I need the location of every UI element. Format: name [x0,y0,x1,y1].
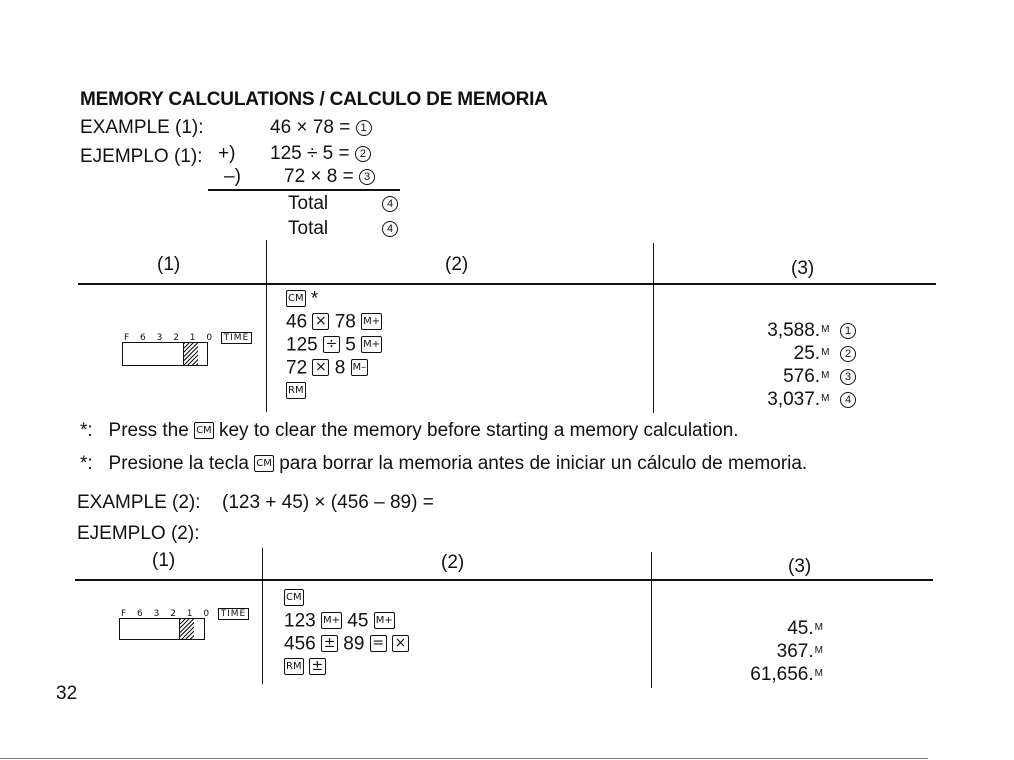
m-minus-key-icon: M– [351,359,369,376]
ref-circle: 3 [359,169,375,185]
total-es: Total [288,218,329,239]
result-value: 367. [776,641,814,662]
table2-header-rule [75,579,933,581]
eq-row-3-op: –) [224,166,241,187]
table1-col-divider-1 [266,240,267,412]
note-es: *: Presione la tecla CM para borrar la memoria antes de iniciar un cálculo de memoria. [80,453,808,474]
number-entry: * [305,288,319,310]
ref-circle: 4 [840,392,856,408]
switch-labels: F 6 3 2 1 0 TIME [121,603,249,621]
number-entry: 89 [337,633,370,655]
col-header-2: (2) [441,552,465,573]
sign-change-key-icon: ± [321,635,338,652]
cm-key-icon: CM [284,589,304,606]
total-ref-1: 4 [382,193,398,215]
key-sequence-line [284,586,409,609]
key-sequence-line [286,310,382,333]
ref-circle: 2 [840,346,856,362]
key-sequence-line [286,379,382,402]
divide-key-icon: ÷ [323,336,340,353]
equals-key-icon: = [370,635,387,652]
eq-row-2-op: +) [218,143,236,164]
key-sequence-line [284,655,409,678]
cm-key-icon: CM [254,455,274,472]
example2-label-en: EXAMPLE (2): [77,492,201,513]
page-title: MEMORY CALCULATIONS / CALCULO DE MEMORIA [80,89,548,110]
total-ref-2: 4 [382,218,398,240]
key-sequence-line [286,356,382,379]
example1-label-es: EJEMPLO (1): [80,146,203,167]
number-entry: 123 [284,610,321,632]
result-line [680,640,823,663]
memory-indicator: M [821,347,830,358]
table1-col-divider-2 [653,243,654,413]
number-entry: 5 [339,334,362,356]
table2-col-divider-1 [262,548,263,684]
key-sequence-line [286,287,382,310]
memory-indicator: M [821,370,830,381]
result-line [700,365,856,388]
m-plus-key-icon: M+ [321,612,342,629]
cm-key-icon: CM [194,422,214,439]
col-header-3: (3) [791,258,815,279]
number-entry: 45 [342,610,374,632]
col-header-3: (3) [788,556,812,577]
memory-indicator: M [814,668,823,679]
multiply-key-icon: × [392,635,409,652]
switch-slider [183,343,198,365]
result-value: 3,588. [767,320,821,341]
m-plus-key-icon: M+ [374,612,395,629]
eq-row-3: 72 × 8 = 3 [284,166,375,188]
number-entry: 46 [286,311,313,333]
result-line [680,617,823,640]
result-value: 25. [793,343,821,364]
result-line [700,388,856,411]
number-entry: 456 [284,633,321,655]
table1-results [700,319,856,411]
table1-key-sequence [286,287,382,402]
memory-indicator: M [814,622,823,633]
result-line [700,319,856,342]
m-plus-key-icon: M+ [361,313,382,330]
switch-labels: F 6 3 2 1 0 TIME [124,327,252,345]
result-value: 45. [787,618,814,639]
ref-circle: 3 [840,369,856,385]
col-header-1: (1) [157,254,181,275]
result-line [680,663,823,686]
key-sequence-line [284,632,409,655]
note-en: *: Press the CM key to clear the memory before starting a memory calculation. [80,420,739,441]
number-entry: 125 [286,334,323,356]
sum-divider [208,189,400,191]
result-value: 576. [783,366,821,387]
multiply-key-icon: × [312,359,329,376]
rm-key-icon: RM [286,382,306,399]
memory-indicator: M [821,324,830,335]
result-value: 61,656. [750,664,814,685]
memory-indicator: M [821,393,830,404]
result-line [700,342,856,365]
bottom-border [0,758,928,759]
result-value: 3,037. [767,389,821,410]
ref-circle: 2 [355,146,371,162]
table2-key-sequence [284,586,409,678]
sign-change-key-icon: ± [309,658,326,675]
ref-circle: 1 [356,120,372,136]
memory-indicator: M [814,645,823,656]
table1-header-rule [78,283,936,285]
col-header-1: (1) [152,550,176,571]
total-en: Total [288,193,329,214]
cm-key-icon: CM [286,290,306,307]
number-entry: 8 [329,357,351,379]
page-number: 32 [56,683,78,704]
number-entry: 78 [329,311,362,333]
col-header-2: (2) [445,254,469,275]
key-sequence-line [284,609,409,632]
m-plus-key-icon: M+ [361,336,382,353]
multiply-key-icon: × [312,313,329,330]
switch-slider [179,619,194,639]
example1-label-en: EXAMPLE (1): [80,117,204,138]
example2-label-es: EJEMPLO (2): [77,523,200,544]
number-entry: 72 [286,357,313,379]
rm-key-icon: RM [284,658,304,675]
example2-expression: (123 + 45) × (456 – 89) = [222,492,434,513]
ref-circle: 1 [840,323,856,339]
table2-col-divider-2 [651,552,652,688]
key-sequence-line [286,333,382,356]
table2-results [680,617,823,686]
eq-row-1: 46 × 78 = 1 [270,117,372,139]
eq-row-2: 125 ÷ 5 = 2 [270,143,371,165]
